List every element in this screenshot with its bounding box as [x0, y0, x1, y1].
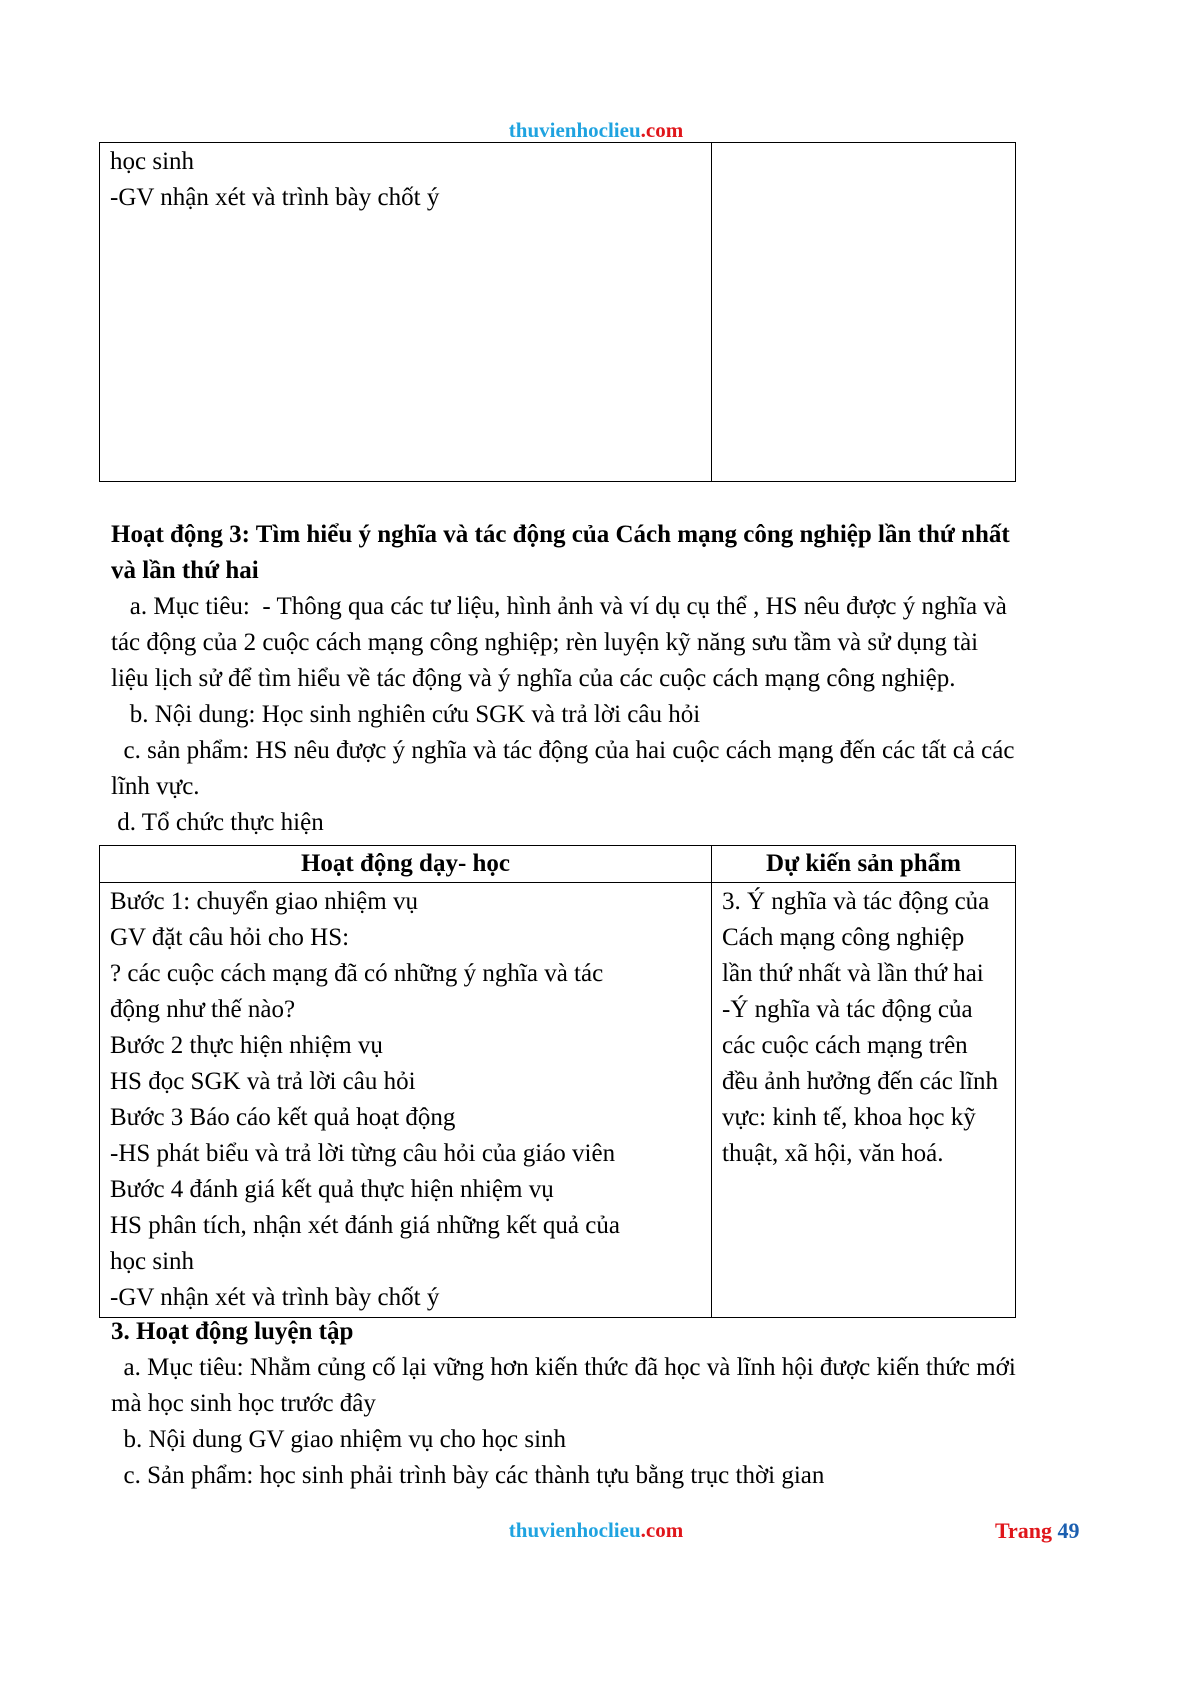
- product-line: lần thứ nhất và lần thứ hai: [722, 960, 984, 987]
- expected-product-cell: [712, 883, 1016, 1318]
- step-line: GV đặt câu hỏi cho HS:: [110, 924, 350, 951]
- practice-content: b. Nội dung GV giao nhiệm vụ cho học sinh: [111, 1426, 567, 1453]
- activity3-content: b. Nội dung: Học sinh nghiên cứu SGK và trả lời câu hỏi: [111, 701, 701, 728]
- product-line: các cuộc cách mạng trên: [722, 1032, 968, 1059]
- page-number: [995, 1518, 1080, 1544]
- step-line: ? các cuộc cách mạng đã có những ý nghĩa và tác: [110, 960, 604, 987]
- practice-objective-cont: mà học sinh học trước đây: [111, 1390, 376, 1417]
- step-line: HS phân tích, nhận xét đánh giá những kết quả của: [110, 1212, 620, 1239]
- continuation-right-cell: [712, 143, 1016, 482]
- page-label: Trang: [995, 1518, 1053, 1543]
- practice-section: [111, 1314, 1101, 1494]
- activity3-title-cont: và lần thứ hai: [111, 557, 259, 584]
- cell-line: học sinh: [110, 148, 195, 175]
- continuation-left-cell: [100, 143, 712, 482]
- page-number-value: 49: [1057, 1518, 1080, 1543]
- continuation-table: [99, 142, 1016, 482]
- practice-objective: a. Mục tiêu: Nhằm củng cố lại vững hơn kiến thức đã học và lĩnh hội được kiến thức mới: [111, 1354, 1016, 1381]
- activity3-product-cont: lĩnh vực.: [111, 773, 200, 800]
- practice-product: c. Sản phẩm: học sinh phải trình bày các thành tựu bằng trục thời gian: [111, 1462, 825, 1489]
- activity-table: [99, 845, 1016, 1318]
- activity3-product: c. sản phẩm: HS nêu được ý nghĩa và tác động của hai cuộc cách mạng đến các tất cả các: [111, 737, 1015, 764]
- product-line: 3. Ý nghĩa và tác động của: [722, 888, 990, 915]
- activity3-objective: a. Mục tiêu: - Thông qua các tư liệu, hình ảnh và ví dụ cụ thể , HS nêu được ý nghĩa và: [111, 593, 1007, 620]
- step-line: động như thế nào?: [110, 996, 296, 1023]
- product-line: -Ý nghĩa và tác động của: [722, 996, 973, 1023]
- step-line: học sinh: [110, 1248, 195, 1275]
- product-line: vực: kinh tế, khoa học kỹ: [722, 1104, 976, 1131]
- product-line: thuật, xã hội, văn hoá.: [722, 1140, 944, 1167]
- step-line: Bước 1: chuyển giao nhiệm vụ: [110, 888, 418, 915]
- table-header-expected-product: Dự kiến sản phẩm: [712, 846, 1016, 883]
- brand-name: thuvienhoclieu: [508, 1518, 641, 1542]
- activity3-title: Hoạt động 3: Tìm hiểu ý nghĩa và tác động của Cách mạng công nghiệp lần thứ nhất: [111, 521, 1010, 548]
- activity3-objective-cont: tác động của 2 cuộc cách mạng công nghiệp; rèn luyện kỹ năng sưu tầm và sử dụng tài: [111, 629, 979, 656]
- brand-domain: .com: [640, 118, 684, 142]
- step-line: Bước 3 Báo cáo kết quả hoạt động: [110, 1104, 456, 1131]
- activity3-section: [111, 517, 1101, 841]
- brand-name: thuvienhoclieu: [508, 118, 641, 142]
- step-line: Bước 4 đánh giá kết quả thực hiện nhiệm vụ: [110, 1176, 554, 1203]
- page-header-brand: [0, 118, 1192, 143]
- teaching-steps-cell: [100, 883, 712, 1318]
- table-header-teaching: Hoạt động dạy- học: [100, 846, 712, 883]
- brand-domain: .com: [640, 1518, 684, 1542]
- step-line: HS đọc SGK và trả lời câu hỏi: [110, 1068, 416, 1095]
- step-line: -GV nhận xét và trình bày chốt ý: [110, 1284, 440, 1311]
- step-line: -HS phát biểu và trả lời từng câu hỏi của giáo viên: [110, 1140, 616, 1167]
- practice-title: 3. Hoạt động luyện tập: [111, 1318, 354, 1345]
- product-line: đều ảnh hưởng đến các lĩnh: [722, 1068, 998, 1095]
- step-line: Bước 2 thực hiện nhiệm vụ: [110, 1032, 383, 1059]
- activity3-objective-cont: liệu lịch sử để tìm hiểu về tác động và ý nghĩa của các cuộc cách mạng công nghiệp.: [111, 665, 956, 692]
- product-line: Cách mạng công nghiệp: [722, 924, 965, 951]
- activity3-organization: d. Tổ chức thực hiện: [111, 809, 324, 836]
- cell-line: -GV nhận xét và trình bày chốt ý: [110, 184, 440, 211]
